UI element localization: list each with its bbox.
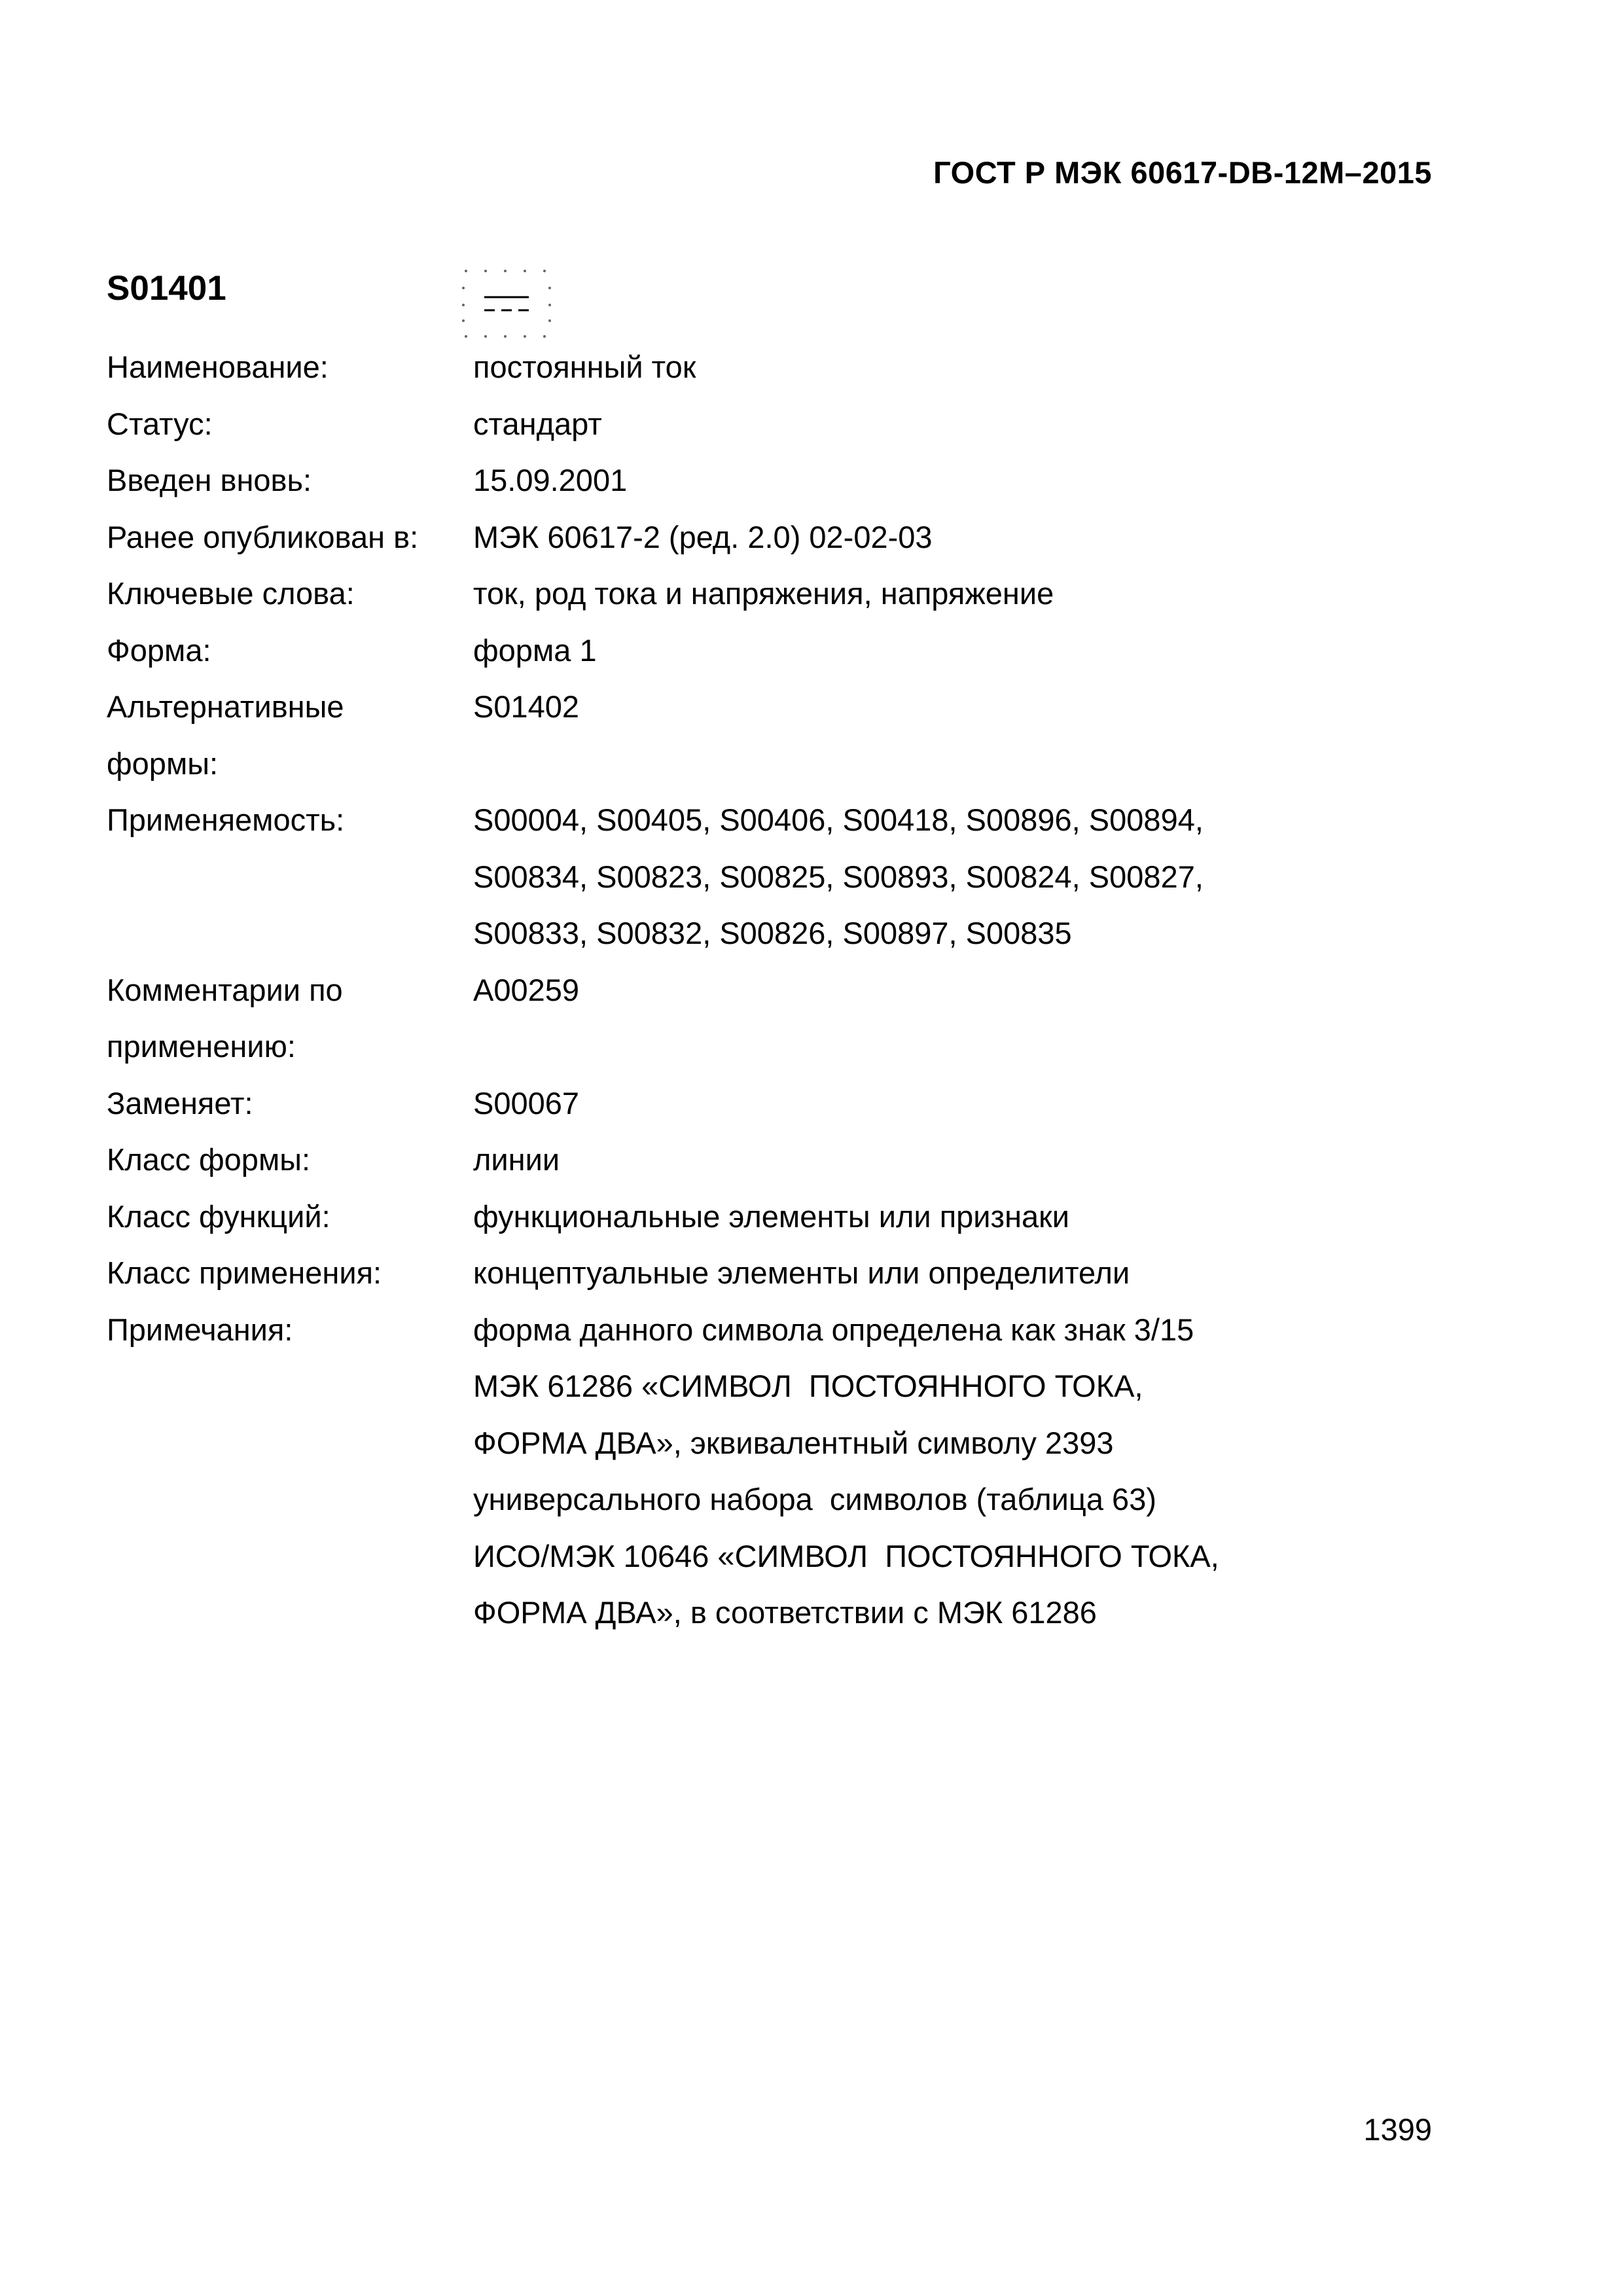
field-label: Наименование: bbox=[107, 350, 329, 384]
field-application-class bbox=[107, 1245, 1481, 1302]
field-value: A00259 bbox=[473, 972, 580, 1007]
field-label: Класс формы: bbox=[107, 1142, 311, 1177]
symbol-id: S01401 bbox=[107, 269, 226, 308]
field-value: концептуальные элементы или определители bbox=[473, 1255, 1130, 1290]
field-notes bbox=[107, 1302, 1481, 1641]
field-name bbox=[107, 339, 1481, 396]
field-value: S01402 bbox=[473, 689, 580, 724]
field-label: Ключевые слова: bbox=[107, 576, 355, 611]
field-value: S00067 bbox=[473, 1085, 580, 1121]
field-value: функциональные элементы или признаки bbox=[473, 1198, 1069, 1234]
field-value: S00004, S00405, S00406, S00418, S00896, S00894, S00834, S00823, S00825, S00893, S00824, S00827, S00833, S00832, S00826, S00897, S00835 bbox=[473, 802, 1204, 950]
field-value: стандарт bbox=[473, 406, 602, 441]
field-value: постоянный ток bbox=[473, 350, 696, 384]
field-value: МЭК 60617-2 (ред. 2.0) 02-02-03 bbox=[473, 519, 933, 554]
field-form bbox=[107, 622, 1481, 679]
field-value: форма данного символа определена как знак 3/15 МЭК 61286 «СИМВОЛ ПОСТОЯННОГО ТОКА, ФОРМА ДВА», эквивалентный символу 2393 универсального набора символов (таблица 63) ИСО/МЭК 10646 «СИМВОЛ ПОСТОЯННОГО ТОКА, ФОРМА ДВА», в соответствии с МЭК 61286 bbox=[473, 1312, 1219, 1630]
field-previously-published bbox=[107, 509, 1481, 566]
field-label: Альтернативные формы: bbox=[107, 689, 344, 781]
field-status bbox=[107, 396, 1481, 453]
field-form-class bbox=[107, 1132, 1481, 1189]
field-label: Класс функций: bbox=[107, 1198, 330, 1234]
field-keywords bbox=[107, 565, 1481, 622]
field-label: Класс применения: bbox=[107, 1255, 382, 1290]
field-label: Ранее опубликован в: bbox=[107, 519, 419, 554]
field-label: Введен вновь: bbox=[107, 463, 312, 497]
field-label: Примечания: bbox=[107, 1312, 293, 1347]
field-function-class bbox=[107, 1189, 1481, 1246]
dc-current-symbol-icon bbox=[458, 268, 556, 340]
field-value: ток, род тока и напряжения, напряжение bbox=[473, 576, 1054, 611]
page-number: 1399 bbox=[1363, 2112, 1432, 2147]
field-alternative-forms bbox=[107, 679, 1481, 792]
field-label: Заменяет: bbox=[107, 1085, 253, 1121]
field-label: Форма: bbox=[107, 632, 211, 668]
field-label: Комментарии по применению: bbox=[107, 972, 343, 1064]
field-label: Применяемость: bbox=[107, 802, 345, 837]
standard-header: ГОСТ Р МЭК 60617-DB-12М–2015 bbox=[933, 155, 1432, 190]
field-introduced bbox=[107, 452, 1481, 509]
field-value: 15.09.2001 bbox=[473, 463, 628, 497]
field-label: Статус: bbox=[107, 406, 213, 441]
field-application-comments bbox=[107, 962, 1481, 1075]
field-applicability bbox=[107, 792, 1481, 962]
field-replaces bbox=[107, 1075, 1481, 1132]
symbol-fields bbox=[107, 339, 1481, 1641]
field-value: форма 1 bbox=[473, 632, 597, 668]
field-value: линии bbox=[473, 1142, 560, 1177]
